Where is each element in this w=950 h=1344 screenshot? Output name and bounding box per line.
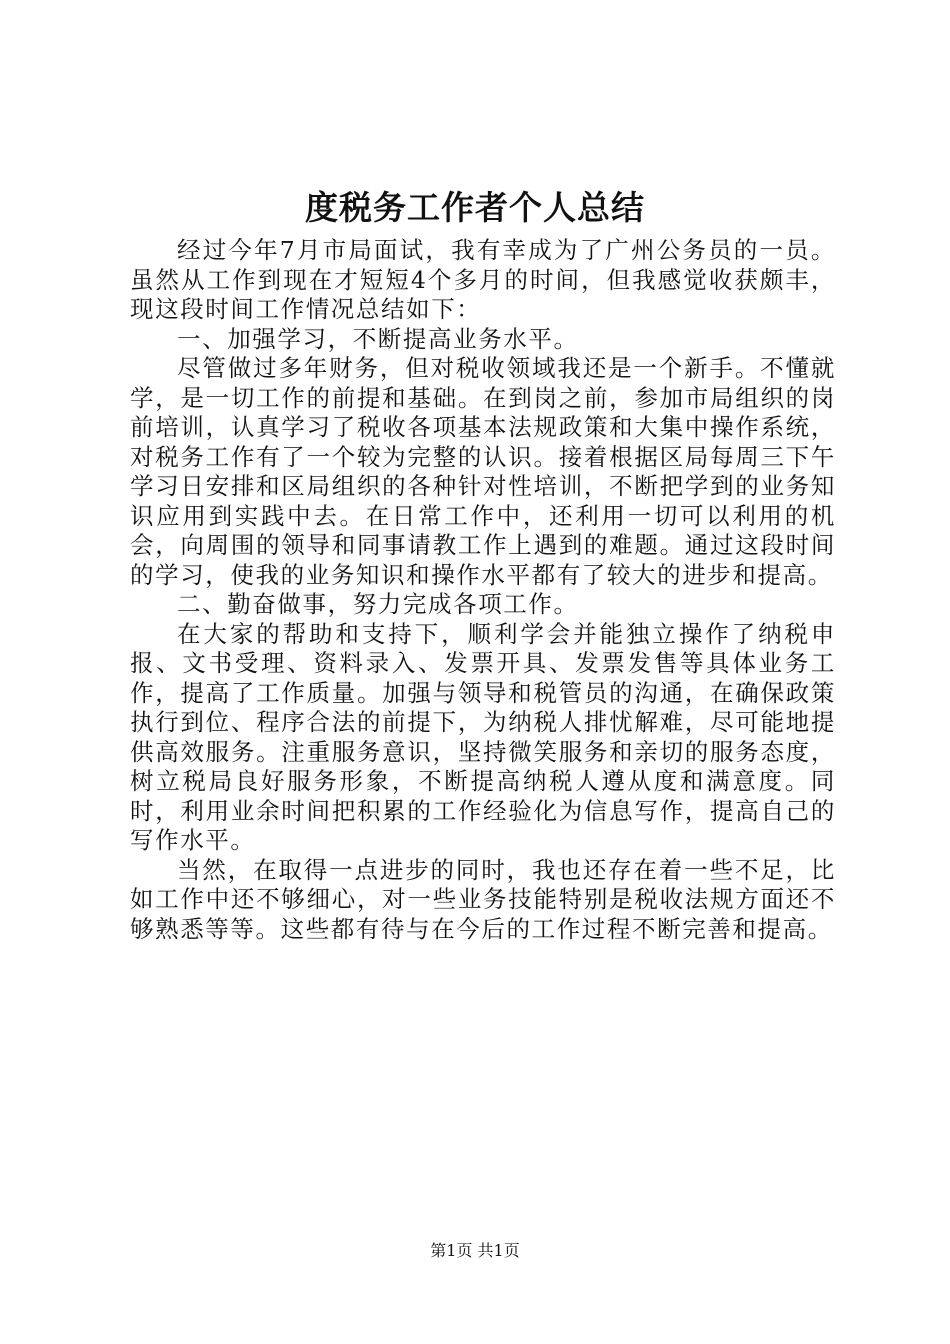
paragraph-conclusion: 当然，在取得一点进步的同时，我也还存在着一些不足，比如工作中还不够细心，对一些业务技能特别是税收法规方面还不够熟悉等等。这些都有待与在今后的工作过程不断完善和提高。: [130, 855, 836, 943]
paragraph-intro: 经过今年7月市局面试，我有幸成为了广州公务员的一员。虽然从工作到现在才短短4个多月的时间，但我感觉收获颇丰，现这段时间工作情况总结如下：: [130, 236, 836, 323]
section-heading-2: 二、勤奋做事，努力完成各项工作。: [177, 590, 579, 618]
page-number-footer: 第1页 共1页: [430, 1241, 520, 1260]
paragraph-section-1: 尽管做过多年财务，但对税收领域我还是一个新手。不懂就学，是一切工作的前提和基础。在到岗之前，参加市局组织的岗前培训，认真学习了税收各项基本法规政策和大集中操作系统，对税务工作有了一个较为完整的认识。接着根据区局每周三下午学习日安排和区局组织的各种针对性培训，不断把学到的业务知识应用到实践中去。在日常工作中，还利用一切可以利用的机会，向周围的领导和同事请教工作上遇到的难题。通过这段时间的学习，使我的业务知识和操作水平都有了较大的进步和提高。: [130, 354, 836, 589]
section-heading-1: 一、加强学习，不断提高业务水平。: [177, 324, 579, 353]
document-title: 度税务工作者个人总结: [305, 188, 645, 227]
paragraph-section-2: 在大家的帮助和支持下，顺利学会并能独立操作了纳税申报、文书受理、资料录入、发票开具、发票发售等具体业务工作，提高了工作质量。加强与领导和税管员的沟通，在确保政策执行到位、程序合法的前提下，为纳税人排忧解难，尽可能地提供高效服务。注重服务意识，坚持微笑服务和亲切的服务态度，树立税局良好服务形象，不断提高纳税人遵从度和满意度。同时，利用业余时间把积累的工作经验化为信息写作，提高自己的写作水平。: [130, 619, 836, 854]
document-body: [130, 236, 836, 944]
